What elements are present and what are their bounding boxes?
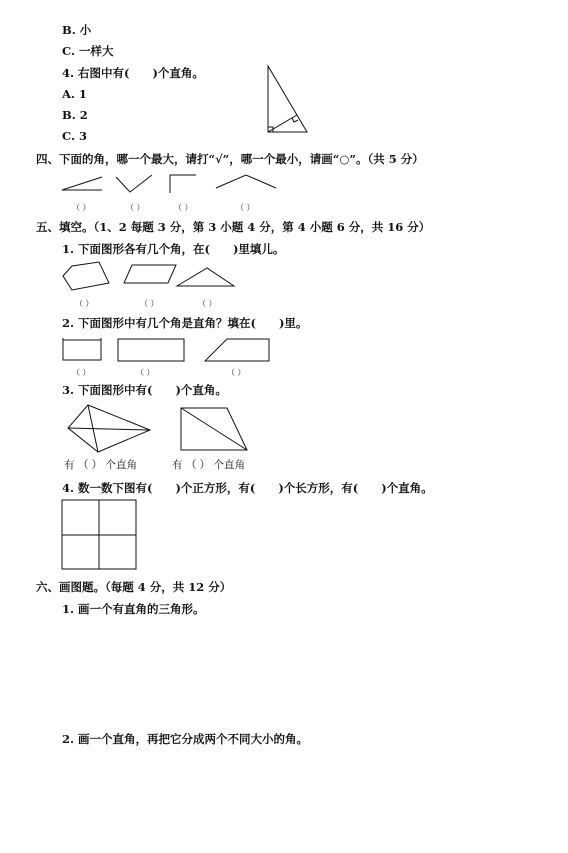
question-right-angle-count: 4. 右图中有( )个直角。 [62, 66, 204, 80]
option-b: B. 2 [62, 108, 88, 122]
kite-right-angle-blank: 有 （ ） 个直角 [64, 459, 138, 471]
section-6-heading: 六、画图题。（每题 4 分，共 12 分） [36, 580, 232, 594]
kite-figure [68, 405, 150, 452]
rectangle-shape [118, 339, 184, 361]
square-grid-figure [62, 500, 136, 569]
triangle-shape [177, 268, 234, 286]
angle-2-acute [116, 175, 152, 192]
question-6-2: 2. 画一个直角，再把它分成两个不同大小的角。 [62, 732, 309, 746]
trapezoid-shape [205, 339, 269, 361]
question-5-4: 4. 数一数下图有( )个正方形，有( )个长方形，有( )个直角。 [62, 481, 433, 495]
question-5-3: 3. 下面图形中有( )个直角。 [62, 383, 227, 397]
option-a: A. 1 [62, 87, 87, 101]
angle-answer-blank-1: （ ） [72, 203, 91, 212]
right-trapezoid-figure [181, 408, 247, 450]
parallelogram-shape [124, 265, 176, 283]
right-angle-blank-3: （ ） [227, 368, 246, 377]
angle-answer-blank-4: （ ） [236, 203, 255, 212]
corner-count-blank-1: （ ） [75, 299, 94, 308]
question-5-1: 1. 下面图形各有几个角，在( )里填儿。 [62, 242, 285, 256]
right-angle-blank-1: （ ） [72, 368, 91, 377]
trapezoid-right-angle-blank: 有 （ ） 个直角 [172, 459, 246, 471]
section-5-heading: 五、填空。（1、2 每题 3 分，第 3 小题 4 分，第 4 小题 6 分，共 16 分） [36, 220, 431, 234]
corner-count-blank-3: （ ） [198, 299, 217, 308]
question-6-1: 1. 画一个有直角的三角形。 [62, 602, 205, 616]
pentagon-shape [63, 262, 109, 290]
option-c: C. 3 [62, 129, 87, 143]
question-5-2: 2. 下面图形中有几个角是直角？填在( )里。 [62, 316, 308, 330]
option-c-same: C. 一样大 [62, 44, 114, 58]
angle-answer-blank-3: （ ） [174, 203, 193, 212]
corner-count-blank-2: （ ） [140, 299, 159, 308]
right-triangle-figure [268, 66, 307, 132]
open-rectangle-shape [63, 338, 101, 360]
option-b-small: B. 小 [62, 23, 92, 37]
angle-4-obtuse [216, 175, 276, 188]
angle-1-narrow [62, 177, 102, 190]
angle-3-right [170, 175, 196, 193]
section-4-heading: 四、下面的角，哪一个最大，请打“√”，哪一个最小，请画“○”。（共 5 分） [36, 152, 424, 166]
right-angle-blank-2: （ ） [136, 368, 155, 377]
angle-answer-blank-2: （ ） [126, 203, 145, 212]
